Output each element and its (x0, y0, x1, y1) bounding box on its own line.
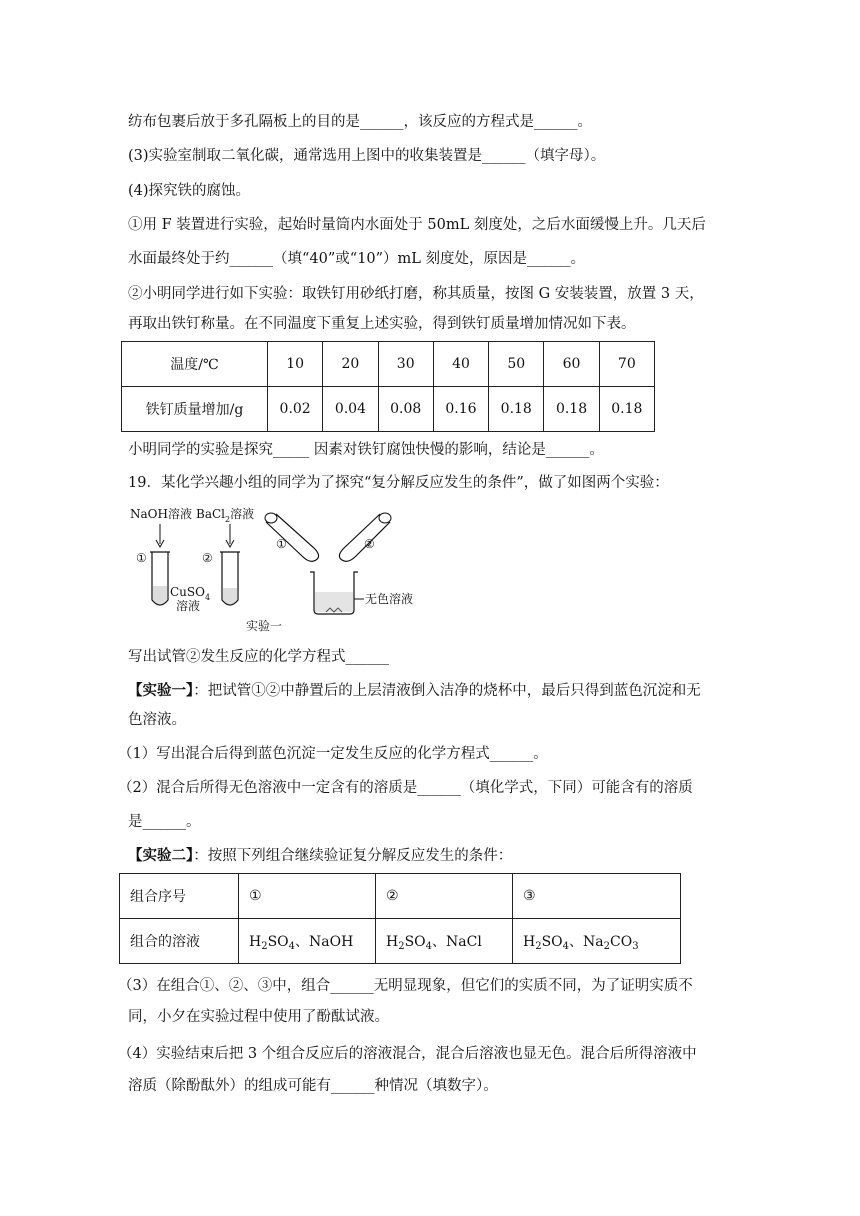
mass-cell: 0.02 (268, 387, 323, 432)
temp-cell: 60 (544, 342, 599, 387)
experiment-2-line (128, 846, 738, 866)
text-line: 写出试管②发生反应的化学方程式______ (128, 649, 389, 665)
question-19: 19．某化学兴趣小组的同学为了探究“复分解反应发生的条件”，做了如图两个实验： (128, 475, 669, 491)
beaker-liquid (315, 592, 353, 612)
cuso4-solution-label: 溶液 (176, 599, 201, 613)
combo-solution: $H_2SO_4$、NaOH (239, 919, 376, 964)
combo-header: ① (239, 874, 376, 919)
tube-1-label: ① (136, 551, 147, 565)
combo-header: ③ (513, 874, 681, 919)
combo-solution: $H_2SO_4$、NaCl (376, 919, 513, 964)
combo-header: ② (376, 874, 513, 919)
text-line: （1）写出混合后得到蓝色沉淀一定发生反应的化学方程式______。 (118, 746, 548, 762)
naoh-label: NaOH溶液 (130, 507, 192, 521)
experiment-1-line (128, 681, 738, 701)
header-label: 组合序号 (120, 874, 239, 919)
experiment-diagram (118, 500, 438, 640)
text-line: 再取出铁钉称量。在不同温度下重复上述实验，得到铁钉质量增加情况如下表。 (128, 316, 636, 332)
combination-table (119, 873, 681, 964)
iron-nail-table (121, 341, 655, 432)
text-line: （2）混合后所得无色溶液中一定含有的溶质是______（填化学式，下同）可能含有的溶质 (118, 780, 693, 796)
temp-cell: 10 (268, 342, 323, 387)
tube-2-label: ② (202, 551, 213, 565)
pour-1-label: ① (276, 537, 287, 551)
row-label: 铁钉质量增加/g (122, 387, 268, 432)
pouring-tube-1 (265, 513, 319, 561)
cuso4-label: CuSO$_4$ (170, 585, 211, 602)
row-label: 温度/℃ (122, 342, 268, 387)
text-line: 纺布包裹后放于多孔隔板上的目的是______，该反应的方程式是______。 (128, 114, 592, 130)
experiment-1-heading: 【实验一】 (128, 682, 194, 699)
text-line: (3)实验室制取二氧化碳，通常选用上图中的收集装置是______（填字母）。 (128, 148, 606, 164)
experiment-1-caption: 实验一 (246, 619, 283, 633)
text-line: (4)探究铁的腐蚀。 (128, 183, 251, 199)
mass-cell: 0.04 (323, 387, 378, 432)
pour-2-label: ② (364, 537, 375, 551)
temp-cell: 50 (489, 342, 544, 387)
mass-cell: 0.18 (599, 387, 654, 432)
text-line: （3）在组合①、②、③中，组合______无明显现象，但它们的实质不同，为了证明实质不 (118, 978, 693, 994)
text-line: 水面最终处于约______（填“40”或“10”）mL 刻度处，原因是______。 (128, 251, 586, 267)
text-line: （4）实验结束后把 3 个组合反应后的溶液混合，混合后溶液也显无色。混合后所得溶液中 (118, 1046, 697, 1062)
temp-cell: 30 (378, 342, 433, 387)
mass-cell: 0.18 (489, 387, 544, 432)
text-line: 溶质（除酚酞外）的组成可能有______种情况（填数字）。 (128, 1078, 498, 1094)
colorless-solution-label: 无色溶液 (365, 592, 414, 606)
temp-cell: 20 (323, 342, 378, 387)
combo-solution: $H_2SO_4$、$Na_2CO_3$ (513, 919, 681, 964)
text-line: ②小明同学进行如下实验：取铁钉用砂纸打磨，称其质量，按图 G 安装装置，放置 3 天， (128, 286, 704, 302)
tube-2-liquid (223, 588, 237, 604)
text-line: ①用 F 装置进行实验，起始时量筒内水面处于 50mL 刻度处，之后水面缓慢上升。几天后 (128, 217, 706, 233)
bacl2-label: BaCl$_2$溶液 (196, 507, 255, 524)
mass-cell: 0.18 (544, 387, 599, 432)
temp-cell: 40 (433, 342, 488, 387)
text-span: ：按照下列组合继续验证复分解反应发生的条件： (193, 848, 513, 864)
text-span: ：把试管①②中静置后的上层清液倒入洁净的烧杯中，最后只得到蓝色沉淀和无 (193, 683, 701, 699)
text-line: 小明同学的实验是探究_____ 因素对铁钉腐蚀快慢的影响，结论是______。 (128, 442, 604, 458)
temp-cell: 70 (599, 342, 654, 387)
mass-cell: 0.16 (433, 387, 488, 432)
tube-1-liquid (153, 586, 167, 604)
text-line: 同，小夕在实验过程中使用了酚酞试液。 (128, 1009, 389, 1025)
experiment-2-heading: 【实验二】 (128, 847, 194, 864)
header-label: 组合的溶液 (120, 919, 239, 964)
text-line: 是______。 (128, 814, 201, 830)
text-line: 色溶液。 (128, 712, 186, 728)
mass-cell: 0.08 (378, 387, 433, 432)
